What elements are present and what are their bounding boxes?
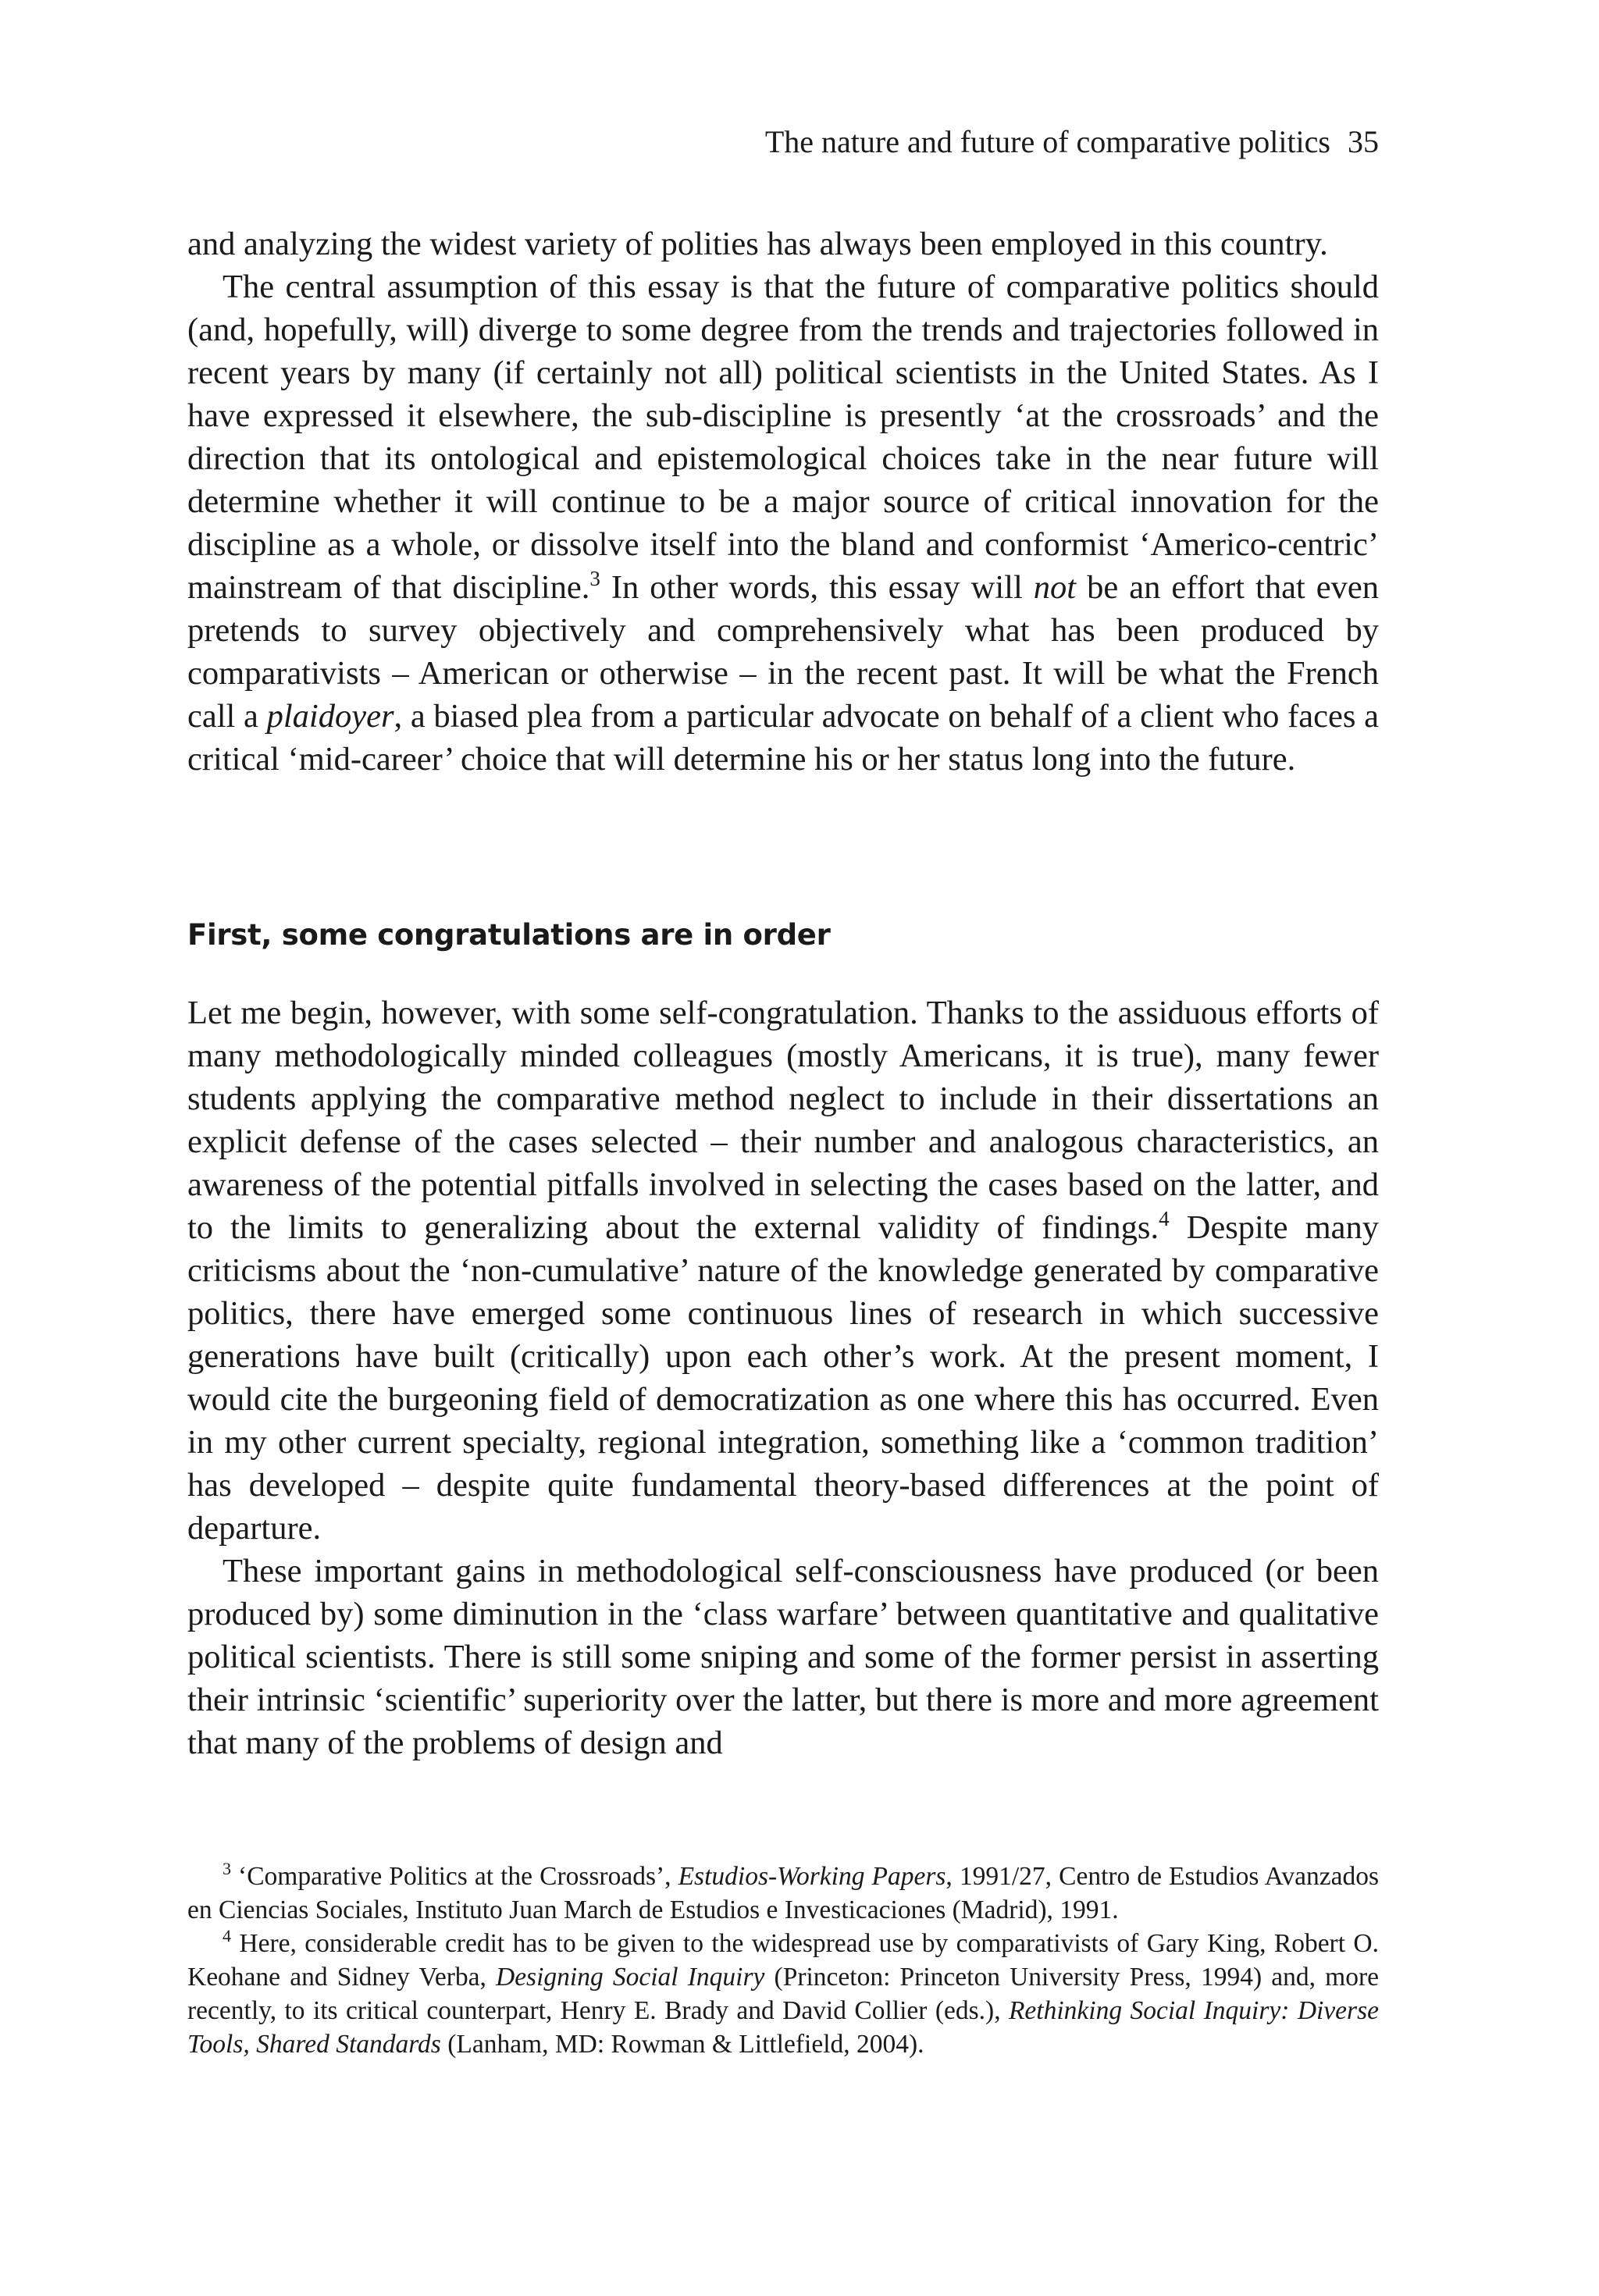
footnote-number: 3: [223, 1859, 231, 1878]
footnote-3: [187, 1860, 1379, 1927]
text-run: Here, considerable credit has to be given to the widespread use by comparativists of Gary King, Robert O. Keohane and Sidney Verba,: [187, 1929, 1379, 1992]
running-head: [765, 123, 1379, 161]
section-heading: First, some congratulations are in order: [187, 918, 831, 952]
emphasis-plaidoyer: plaidoyer: [266, 698, 394, 735]
paragraph-self-congratulation: [187, 991, 1379, 1550]
text-run: ‘Comparative Politics at the Crossroads’,: [231, 1862, 678, 1891]
footnote-ref-3[interactable]: 3: [589, 567, 600, 590]
text-run: , a biased plea from a particular advocate on behalf of a client who faces a critical ‘mid-career’ choice that will determine his or her status long into the future.: [187, 698, 1379, 778]
text-run: be an effort that even pretends to survey objectively and comprehensively what has been produced by comparativists – American or otherwise – in the recent past. It will be what the French call a: [187, 569, 1379, 735]
footnote-ref-4[interactable]: 4: [1159, 1207, 1170, 1230]
page-number: 35: [1348, 124, 1379, 159]
footnote-title: Designing Social Inquiry: [496, 1963, 765, 1992]
body-text-lower: [187, 991, 1379, 1764]
text-run: (Princeton: Princeton University Press, 1994) and, more recently, to its critical counterpart, Henry E. Brady and David Collier (eds.),: [187, 1963, 1379, 2025]
footnote-title: Estudios-Working Papers: [678, 1862, 946, 1891]
text-run: The central assumption of this essay is that the future of comparative politics should (and, hopefully, will) diverge to some degree from the trends and trajectories followed in recent years by many (if certainly not all) political scientists in the United States. As I have expressed it elsewhere, the sub-discipline is presently ‘at the crossroads’ and the direction that its ontological and epistemological choices take in the near future will determine whether it will continue to be a major source of critical innovation for the discipline as a whole, or dissolve itself into the bland and conformist ‘Americo-centric’ mainstream of that discipline.: [187, 269, 1379, 606]
footnotes: [187, 1860, 1379, 2061]
paragraph-continued: and analyzing the widest variety of polities has always been employed in this country.: [187, 226, 1328, 262]
emphasis-not: not: [1033, 569, 1077, 606]
footnote-title: Rethinking Social Inquiry: Diverse Tools, Shared Standards: [187, 1996, 1379, 2059]
text-run: Despite many criticisms about the ‘non-cumulative’ nature of the knowledge generated by comparative politics, there have emerged some continuous lines of research in which successive generations have built (critically) upon each other’s work. At the present moment, I would cite the burgeoning field of democratization as one where this has occurred. Even in my other current specialty, regional integration, something like a ‘common tradition’ has developed – despite quite fundamental theory-based differences at the point of departure.: [187, 1209, 1380, 1547]
footnote-number: 4: [223, 1926, 231, 1945]
text-run: In other words, this essay will: [600, 569, 1034, 606]
paragraph-central-assumption: [187, 265, 1379, 781]
paragraph-methodological-gains: These important gains in methodological self-consciousness have produced (or been produced by) some diminution in the ‘class warfare’ between quantitative and qualitative political scientists. There is still some sniping and some of the former persist in asserting their intrinsic ‘scientific’ superiority over the latter, but there is more and more agreement that many of the problems of design and: [187, 1553, 1379, 1761]
body-text-upper: [187, 222, 1379, 781]
text-run: (Lanham, MD: Rowman & Littlefield, 2004).: [440, 2030, 924, 2059]
running-head-title: The nature and future of comparative politics: [764, 124, 1330, 159]
text-run: , 1991/27, Centro de Estudios Avanzados en Ciencias Sociales, Instituto Juan March de Estudios e Investicaciones (Madrid), 1991.: [187, 1862, 1379, 1924]
text-run: Let me begin, however, with some self-congratulation. Thanks to the assiduous efforts of many methodologically minded colleagues (mostly Americans, it is true), many fewer students applying the comparative method neglect to include in their dissertations an explicit defense of the cases selected – their number and analogous characteristics, an awareness of the potential pitfalls involved in selecting the cases based on the latter, and to the limits to generalizing about the external validity of findings.: [187, 995, 1379, 1246]
footnote-4: [187, 1927, 1379, 2061]
